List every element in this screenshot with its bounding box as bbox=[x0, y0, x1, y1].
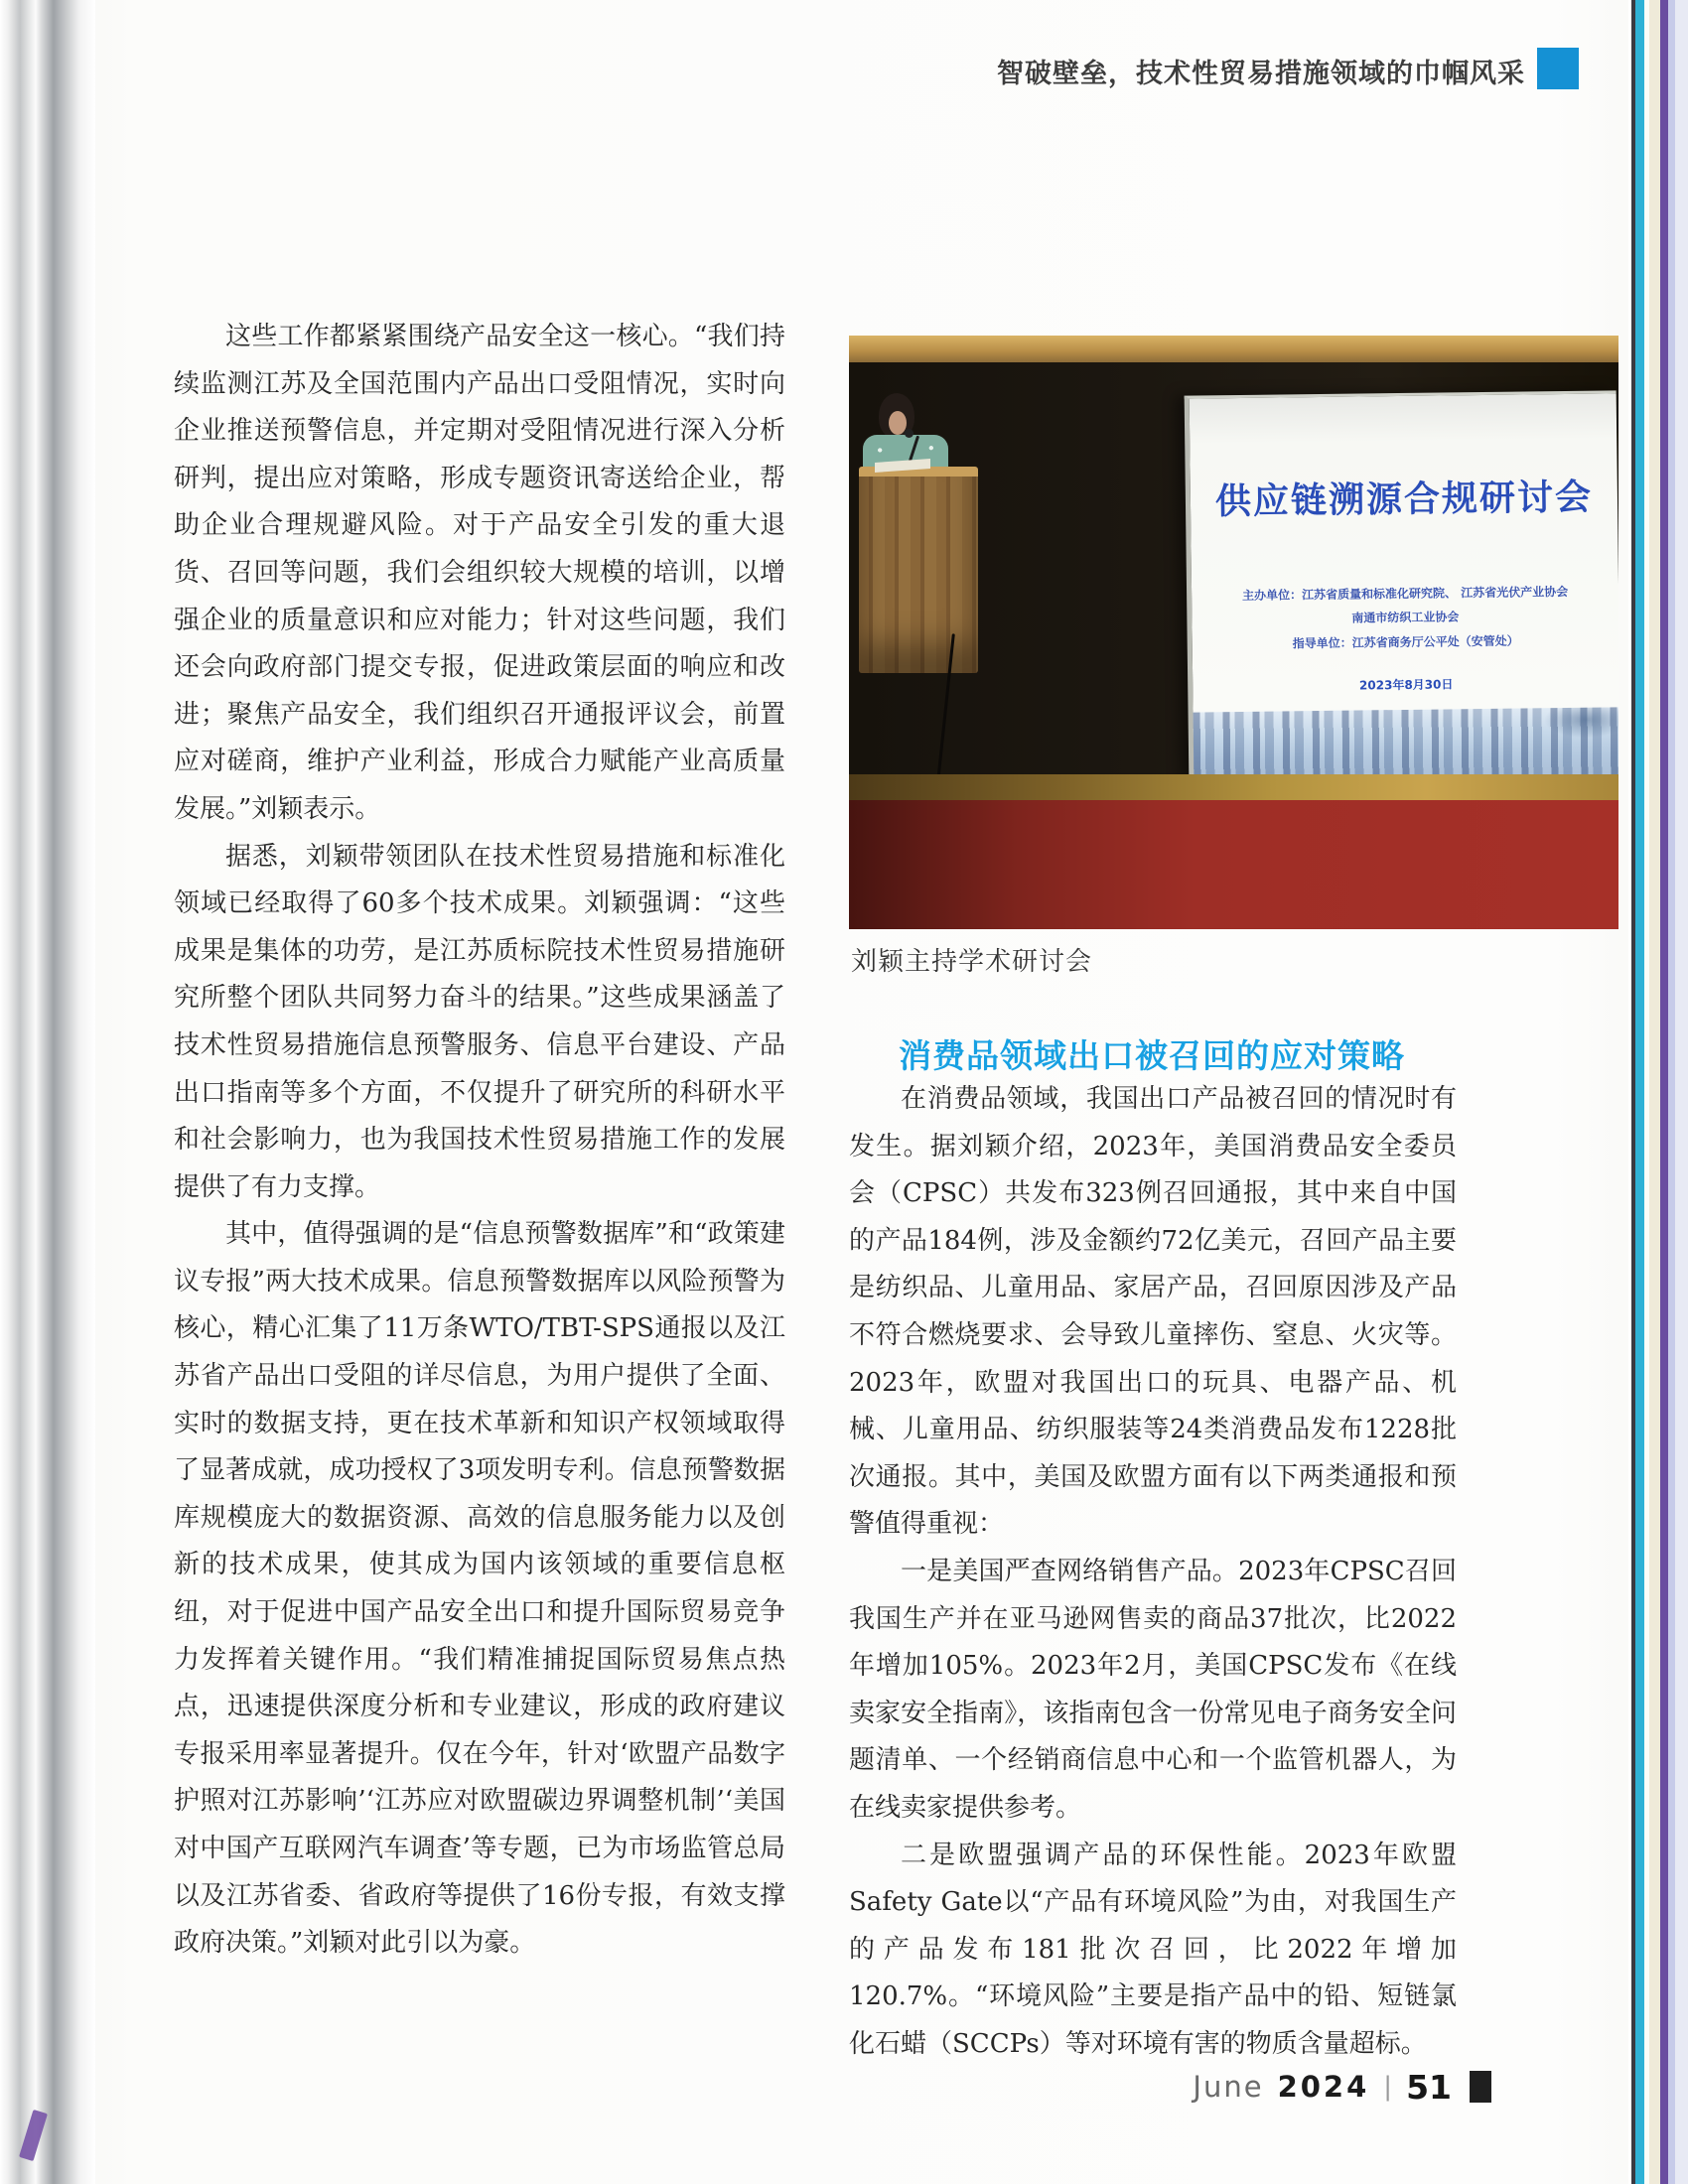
seminar-photo bbox=[849, 336, 1618, 929]
slide-guide-line: 指导单位：江苏省商务厅公平处（安管处） bbox=[1292, 633, 1519, 651]
footer-end-square-icon bbox=[1470, 2071, 1491, 2103]
wooden-podium bbox=[859, 467, 978, 673]
left-paragraph-2: 据悉，刘颖带领团队在技术性贸易措施和标准化领域已经取得了60多个技术成果。刘颖强调：“这些成果是集体的功劳，是江苏质标院技术性贸易措施研究所整个团队共同努力奋斗的结果。”这些成果涵盖了技术性贸易措施信息预警服务、信息平台建设、产品出口指南等多个方面，不仅提升了研究所的科研水平和社会影响力，也为我国技术性贸易措施工作的发展提供了有力支撑。 bbox=[174, 841, 785, 1202]
page-binding-edge bbox=[0, 0, 95, 2184]
footer-separator: | bbox=[1383, 2072, 1393, 2102]
header-accent-square-icon bbox=[1537, 48, 1579, 89]
slide-title: 供应链溯源合规研讨会 bbox=[1214, 477, 1594, 523]
section-heading: 消费品领域出口被召回的应对策略 bbox=[899, 1036, 1405, 1075]
page-edge-stripes bbox=[1628, 0, 1688, 2184]
photo-ceiling bbox=[849, 336, 1618, 363]
slide-date: 2023年8月30日 bbox=[1358, 677, 1454, 693]
slide-host-line-1: 主办单位：江苏省质量和标准化研究院、 江苏省光伏产业协会 bbox=[1241, 584, 1569, 603]
photo-caption: 刘颖主持学术研讨会 bbox=[851, 947, 1093, 977]
left-column bbox=[174, 314, 785, 1968]
left-paragraph-3: 其中，值得强调的是“信息预警数据库”和“政策建议专报”两大技术成果。信息预警数据库以风险预警为核心，精心汇集了11万条WTO/TBT-SPS通报以及江苏省产品出口受阻的详尽信息，为用户提供了全面、实时的数据支持，更在技术革新和知识产权领域取得了显著成就，成功授权了3项发明专利。信息预警数据库规模庞大的数据资源、高效的信息服务能力以及创新的技术成果，使其成为国内该领域的重要信息枢纽，对于促进中国产品安全出口和提升国际贸易竞争力发挥着关键作用。“我们精准捕捉国际贸易焦点热点，迅速提供深度分析和专业建议，形成的政府建议专报采用率显著提升。仅在今年，针对‘欧盟产品数字护照对江苏影响’‘江苏应对欧盟碳边界调整机制’‘美国对中国产互联网汽车调查’等专题，已为市场监管总局以及江苏省委、省政府等提供了16份专报，有效支撑政府决策。”刘颖对此引以为豪。 bbox=[174, 1219, 785, 1959]
right-paragraph-3: 二是欧盟强调产品的环保性能。2023年欧盟Safety Gate以“产品有环境风险”为由，对我国生产的产品发布181批次召回，比2022年增加120.7%。“环境风险”主要是指产品中的铅、短链氯化石蜡（SCCPs）等对环境有害的物质含量超标。 bbox=[849, 1840, 1457, 2059]
right-paragraph-1: 在消费品领域，我国出口产品被召回的情况时有发生。据刘颖介绍，2023年，美国消费品安全委员会（CPSC）共发布323例召回通报，其中来自中国的产品184例，涉及金额约72亿美元，召回产品主要是纺织品、儿童用品、家居产品，召回原因涉及产品不符合燃烧要求、会导致儿童摔伤、窒息、火灾等。2023年，欧盟对我国出口的玩具、电器产品、机械、儿童用品、纺织服装等24类消费品发布1228批次通报。其中，美国及欧盟方面有以下两类通报和预警值得重视： bbox=[849, 1084, 1457, 1540]
right-column bbox=[849, 1076, 1457, 2068]
footer-year: 2024 bbox=[1277, 2070, 1370, 2104]
projection-screen bbox=[1185, 390, 1618, 779]
slide-cityscape-image bbox=[1194, 707, 1618, 779]
page-footer bbox=[1092, 2065, 1549, 2109]
left-paragraph-1: 这些工作都紧紧围绕产品安全这一核心。“我们持续监测江苏及全国范围内产品出口受阻情况，实时向企业推送预警信息，并定期对受阻情况进行深入分析研判，提出应对策略，形成专题资讯寄送给企业，帮助企业合理规避风险。对于产品安全引发的重大退货、召回等问题，我们会组织较大规模的培训，以增强企业的质量意识和应对能力；针对这些问题，我们还会向政府部门提交专报，促进政策层面的响应和改进；聚焦产品安全，我们组织召开通报评议会，前置应对磋商，维护产业利益，形成合力赋能产业高质量发展。”刘颖表示。 bbox=[174, 322, 785, 824]
footer-month: June bbox=[1193, 2070, 1264, 2104]
microphone-head-icon bbox=[905, 429, 914, 438]
running-header-title: 智破壁垒，技术性贸易措施领域的巾帼风采 bbox=[997, 59, 1525, 89]
right-paragraph-2: 一是美国严查网络销售产品。2023年CPSC召回我国生产并在亚马逊网售卖的商品37批次，比2022年增加105%。2023年2月，美国CPSC发布《在线卖家安全指南》，该指南包含一份常见电子商务安全问题清单、一个经销商信息中心和一个监管机器人，为在线卖家提供参考。 bbox=[849, 1556, 1457, 1823]
slide-host-line-2: 南通市纺织工业协会 bbox=[1351, 610, 1460, 625]
footer-page-number: 51 bbox=[1406, 2067, 1452, 2107]
slide-host-lines bbox=[1192, 579, 1618, 631]
stage-gold-edge bbox=[849, 774, 1618, 800]
red-carpet bbox=[849, 800, 1618, 929]
